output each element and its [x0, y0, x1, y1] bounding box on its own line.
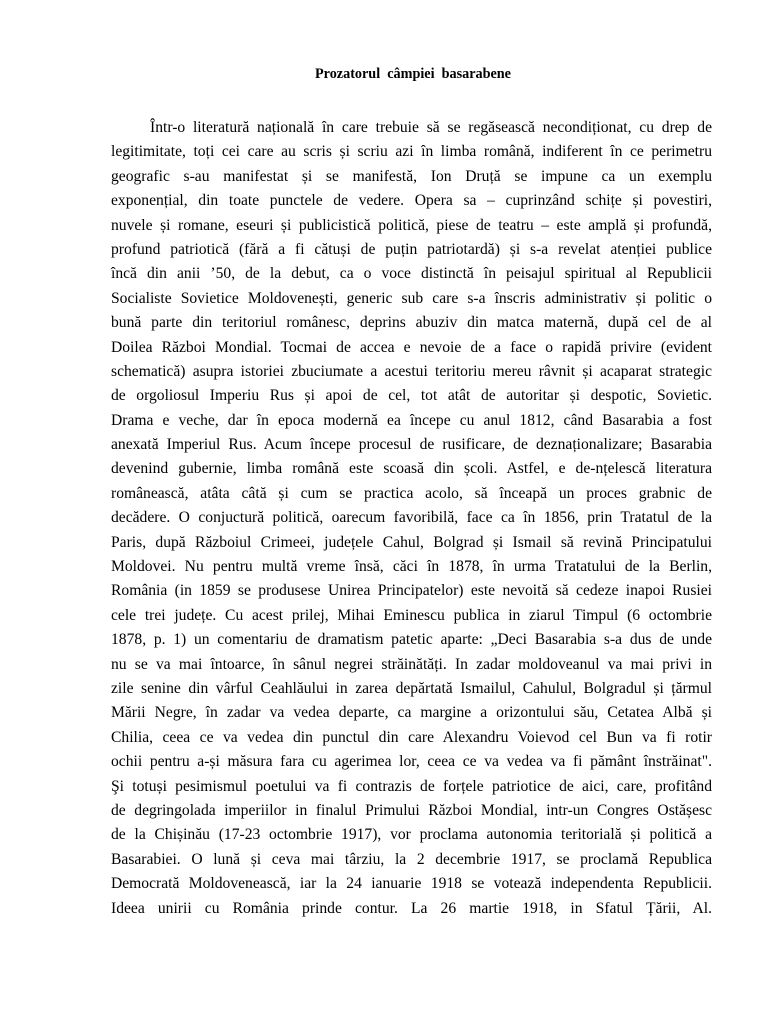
text-line: geografic s-au manifestat și se manifestă, Ion Druță se impune ca un exemplu — [111, 167, 712, 185]
text-line: de degringolada imperiilor in finalul Primului Război Mondial, intr-un Congres Ostășesc — [111, 801, 712, 819]
text-line: Paris, după Războiul Crimeei, județele Cahul, Bolgrad și Ismail să revină Principatului — [111, 533, 712, 551]
text-line: nu se va mai întoarce, în sânul negrei străinătăți. In zadar moldoveanul va mai privi in — [111, 655, 712, 673]
text-line: românească, atâta câtă și cum se practica acolo, să înceapă un proces grabnic de — [111, 484, 712, 502]
text-line: exponențial, din toate punctele de vedere. Opera sa – cuprinzând schițe și povestiri, — [111, 192, 712, 210]
text-line: nuvele și romane, eseuri și publicistică politică, piese de teatru – este amplă și profundă, — [111, 216, 712, 234]
text-line: Basarabiei. O lună și ceva mai târziu, la 2 decembrie 1917, se proclamă Republica — [111, 850, 712, 868]
text-line: Doilea Război Mondial. Tocmai de accea e nevoie de a face o rapidă privire (evident — [111, 338, 712, 356]
body-paragraph — [111, 116, 712, 921]
text-line: ochii pentru a-și măsura fara cu agerimea lor, ceea ce va vedea va fi pământ înstrăinat". — [111, 753, 712, 771]
text-line: zile senine din vârful Ceahlăului in zarea depărtată Ismailul, Cahulul, Bolgradul și țărmul — [111, 679, 712, 697]
text-line: cele trei județe. Cu acest prilej, Mihai Eminescu publica in ziarul Timpul (6 octombrie — [111, 606, 712, 624]
text-line: Drama e veche, dar în epoca modernă ea începe cu anul 1812, când Basarabia a fost — [111, 411, 712, 429]
text-line: decădere. O conjuctură politică, oarecum favoribilă, face ca în 1856, prin Tratatul de la — [111, 509, 712, 527]
text-line: bună parte din teritoriul românesc, deprins abuziv din matca maternă, după cel de al — [111, 314, 712, 332]
text-line: Mării Negre, în zadar va vedea departe, ca margine a orizontului său, Cetatea Albă și — [111, 704, 712, 722]
text-line: schematică) asupra istoriei zbuciumate a acestui teritoriu mereu râvnit și acaparat strategic — [111, 362, 712, 380]
text-line: de orgoliosul Imperiu Rus și apoi de cel, tot atât de autoritar și despotic, Sovietic. — [111, 387, 712, 405]
text-line: Moldovei. Nu pentru multă vreme însă, căci în 1878, în urma Tratatului de la Berlin, — [111, 558, 712, 576]
text-line: legitimitate, toți cei care au scris și scriu azi în limba română, indiferent în ce perimetru — [111, 143, 712, 161]
text-line: 1878, p. 1) un comentariu de dramatism patetic aparte: „Deci Basarabia s-a dus de unde — [111, 631, 712, 649]
text-line: de la Chișinău (17-23 octombrie 1917), vor proclama autonomia teritorială și politică a — [111, 826, 712, 844]
text-line: profund patriotică (fără a fi cătuși de puțin patriotardă) și s-a revelat atenției publice — [111, 240, 712, 258]
text-line: devenind gubernie, limba română este scoasă din școli. Astfel, e de-nțelescă literatura — [111, 460, 712, 478]
text-line: România (in 1859 se produsese Unirea Principatelor) este nevoită să cedeze inapoi Rusiei — [111, 582, 712, 600]
text-line: Socialiste Sovietice Moldovenești, generic sub care s-a înscris administrativ și politic o — [111, 289, 712, 307]
text-line: anexată Imperiul Rus. Acum începe procesul de rusificare, de deznaționalizare; Basarabia — [111, 436, 712, 454]
text-line: încă din anii ’50, de la debut, ca o voce distinctă în peisajul spiritual al Republicii — [111, 265, 712, 283]
text-line: Şi totuși pesimismul poetului va fi contrazis de forțele patriotice de aici, care, profitând — [111, 777, 712, 795]
page-title: Prozatorul câmpiei basarabene — [315, 66, 511, 82]
text-line: Ideea unirii cu România prinde contur. La 26 martie 1918, in Sfatul Țării, Al. — [111, 899, 712, 917]
text-line: Democrată Moldovenească, iar la 24 ianuarie 1918 se votează independenta Republicii. — [111, 875, 712, 893]
text-line: Într-o literatură națională în care trebuie să se regăsească necondiționat, cu drep de — [150, 119, 712, 136]
text-line: Chilia, ceea ce va vedea din punctul din care Alexandru Voievod cel Bun va fi rotir — [111, 728, 712, 746]
